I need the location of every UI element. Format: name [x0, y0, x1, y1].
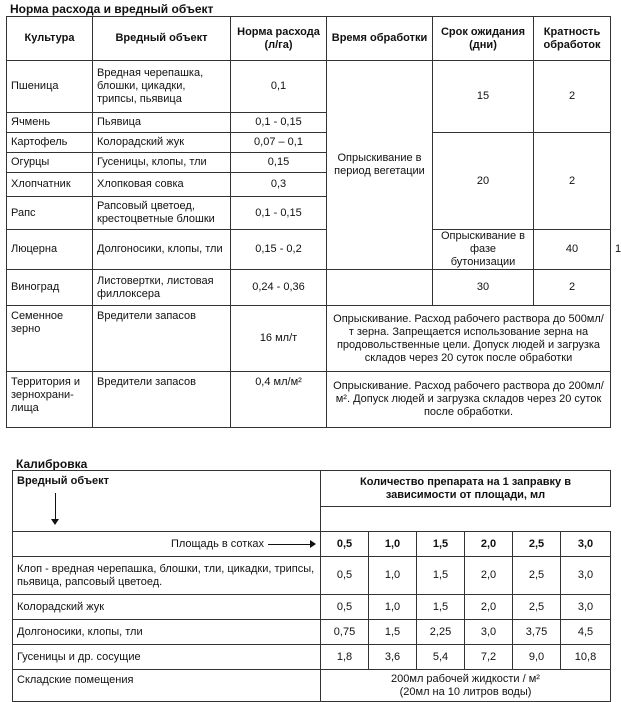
calib-value: 0,5 [321, 595, 369, 620]
rate-barley: 0,1 - 0,15 [231, 113, 327, 133]
time-grape-empty [327, 270, 433, 306]
storage-note [321, 670, 611, 702]
rate-rapeseed: 0,1 - 0,15 [231, 197, 327, 230]
header-culture: Культура [7, 17, 93, 61]
culture-grape: Виноград [7, 270, 93, 306]
calibration-table [12, 470, 611, 702]
calib-pest: Колорадский жук [13, 595, 321, 620]
calib-value: 0,5 [321, 557, 369, 595]
area-value: 1,5 [417, 532, 465, 557]
pest-cucumber: Гусеницы, клопы, тли [93, 153, 231, 173]
wait-group1: 15 [433, 61, 534, 133]
wait-group3: 40 [534, 230, 611, 270]
rate-seed: 16 мл/т [231, 306, 327, 372]
area-value: 3,0 [561, 532, 611, 557]
header-calib-pest-label: Вредный объект [17, 475, 110, 487]
header-wait: Срок ожидания (дни) [433, 17, 534, 61]
down-arrow-icon [51, 519, 59, 525]
mult-group1: 2 [534, 61, 611, 133]
time-budding: Опрыскивание в фазе бутонизации [433, 230, 534, 270]
table-row [13, 645, 611, 670]
calib-value: 3,0 [561, 557, 611, 595]
header-time: Время обработки [327, 17, 433, 61]
area-value: 2,5 [513, 532, 561, 557]
right-arrow-icon [268, 539, 316, 549]
culture-wheat: Пшеница [7, 61, 93, 113]
area-value: 0,5 [321, 532, 369, 557]
culture-potato: Картофель [7, 133, 93, 153]
calib-value: 1,5 [369, 620, 417, 645]
table-row [13, 557, 611, 595]
area-label: Площадь в сотках [170, 537, 264, 550]
pest-seed: Вредители запасов [93, 306, 231, 372]
culture-cucumber: Огурцы [7, 153, 93, 173]
pest-rapeseed: Рапсовый цветоед, крестоцветные блошки [93, 197, 231, 230]
rate-alfalfa: 0,15 - 0,2 [231, 230, 327, 270]
calib-value: 5,4 [417, 645, 465, 670]
pest-barley: Пьявица [93, 113, 231, 133]
header-calib-qty: Количество препарата на 1 заправку в зависимости от площади, мл [321, 471, 611, 507]
note-territory: Опрыскивание. Расход рабочего раствора до 200мл/м². Допуск людей и загрузка складов через 20 суток после обработки. [327, 372, 611, 428]
pest-alfalfa: Долгоносики, клопы, тли [93, 230, 231, 270]
calib-value: 2,5 [513, 557, 561, 595]
calib-value: 4,5 [561, 620, 611, 645]
header-calib-pest [13, 471, 321, 532]
culture-territory: Территория и зернохрани-лища [7, 372, 93, 428]
calib-value: 1,0 [369, 557, 417, 595]
culture-rapeseed: Рапс [7, 197, 93, 230]
calib-value: 3,0 [465, 620, 513, 645]
section-title-calibration: Калибровка [16, 457, 88, 471]
norms-table: Культура Вредный объект Норма расхода (л/га) Время обработки Срок ожидания (дни) Кратность обработок Пшеница Вредная черепашка, блошки, цикадки, трипсы, пьявица 0,1 Опрыскивание в период вегетации 15 2 Ячмень Пьявица 0,1 - 0,15 Картофель Колорадский жук 0,07 – 0,1 20 2 Огурцы Гусеницы, клопы, тли 0,15 Хлопчатник Хлопковая совка 0,3 Рапс Рапсовый цветоед, крестоцветные блошки 0,1 - 0,15 Люцерна Долгоносики, клопы, тли 0,15 - 0,2 Опрыскивание в фазе бутонизации 40 1 Виноград Листовертки, листовая филлоксера 0,24 - 0,36 30 2 Семенное зерно Вредители запасов 16 мл/т Опрыскивание. Расход рабочего раствора до 500мл/т зерна. Запрещается использование зерна на продовольственные цели. Допуск людей и загрузка складов через 20 суток после обработки Территория и зернохрани-лища Вредители запасов 0,4 мл/м² Опрыскивание. Расход рабочего раствора до 200мл/м². Допуск людей и загрузка складов через 20 суток после обработки. [6, 16, 611, 428]
storage-note-line2: (20мл на 10 литров воды) [399, 685, 532, 698]
section-title-norms: Норма расхода и вредный объект [10, 2, 214, 16]
calib-value: 3,6 [369, 645, 417, 670]
culture-alfalfa: Люцерна [7, 230, 93, 270]
pest-cotton: Хлопковая совка [93, 173, 231, 197]
table-row [13, 620, 611, 645]
time-vegetation: Опрыскивание в период вегетации [327, 61, 433, 270]
calib-value: 2,25 [417, 620, 465, 645]
pest-grape: Листовертки, листовая филлоксера [93, 270, 231, 306]
calib-pest: Клоп - вредная черепашка, блошки, тли, цикадки, трипсы, пьявица, рапсовый цветоед. [13, 557, 321, 595]
calib-value: 3,75 [513, 620, 561, 645]
pest-territory: Вредители запасов [93, 372, 231, 428]
mult-group2: 2 [534, 133, 611, 230]
header-rate: Норма расхода (л/га) [231, 17, 327, 61]
rate-cucumber: 0,15 [231, 153, 327, 173]
calib-pest-storage: Складские помещения [13, 670, 321, 702]
wait-group2: 20 [433, 133, 534, 230]
calib-value: 9,0 [513, 645, 561, 670]
note-seed: Опрыскивание. Расход рабочего раствора до 500мл/т зерна. Запрещается использование зерна на продовольственные цели. Допуск людей и загрузка складов через 20 суток после обработки [327, 306, 611, 372]
calib-value: 2,0 [465, 595, 513, 620]
pest-potato: Колорадский жук [93, 133, 231, 153]
calib-value: 3,0 [561, 595, 611, 620]
calib-value: 0,75 [321, 620, 369, 645]
calib-value: 1,0 [369, 595, 417, 620]
calib-value: 7,2 [465, 645, 513, 670]
rate-wheat: 0,1 [231, 61, 327, 113]
mult-group4: 2 [534, 270, 611, 306]
culture-seed: Семенное зерно [7, 306, 93, 372]
rate-grape: 0,24 - 0,36 [231, 270, 327, 306]
pest-wheat: Вредная черепашка, блошки, цикадки, трипсы, пьявица [93, 61, 231, 113]
calib-pest: Гусеницы и др. сосущие [13, 645, 321, 670]
table-row [13, 595, 611, 620]
calib-value: 1,5 [417, 595, 465, 620]
calib-value: 2,0 [465, 557, 513, 595]
calib-value: 2,5 [513, 595, 561, 620]
area-value: 1,0 [369, 532, 417, 557]
wait-group4: 30 [433, 270, 534, 306]
calib-value: 1,8 [321, 645, 369, 670]
rate-cotton: 0,3 [231, 173, 327, 197]
storage-note-line1: 200мл рабочей жидкости / м² [391, 672, 540, 685]
header-mult: Кратность обработок [534, 17, 611, 61]
culture-barley: Ячмень [7, 113, 93, 133]
rate-territory: 0,4 мл/м² [231, 372, 327, 428]
calib-value: 10,8 [561, 645, 611, 670]
table-row [13, 670, 611, 702]
rate-potato: 0,07 – 0,1 [231, 133, 327, 153]
culture-cotton: Хлопчатник [7, 173, 93, 197]
area-value: 2,0 [465, 532, 513, 557]
calib-pest: Долгоносики, клопы, тли [13, 620, 321, 645]
header-pest: Вредный объект [93, 17, 231, 61]
area-label-cell [13, 532, 321, 557]
calib-value: 1,5 [417, 557, 465, 595]
